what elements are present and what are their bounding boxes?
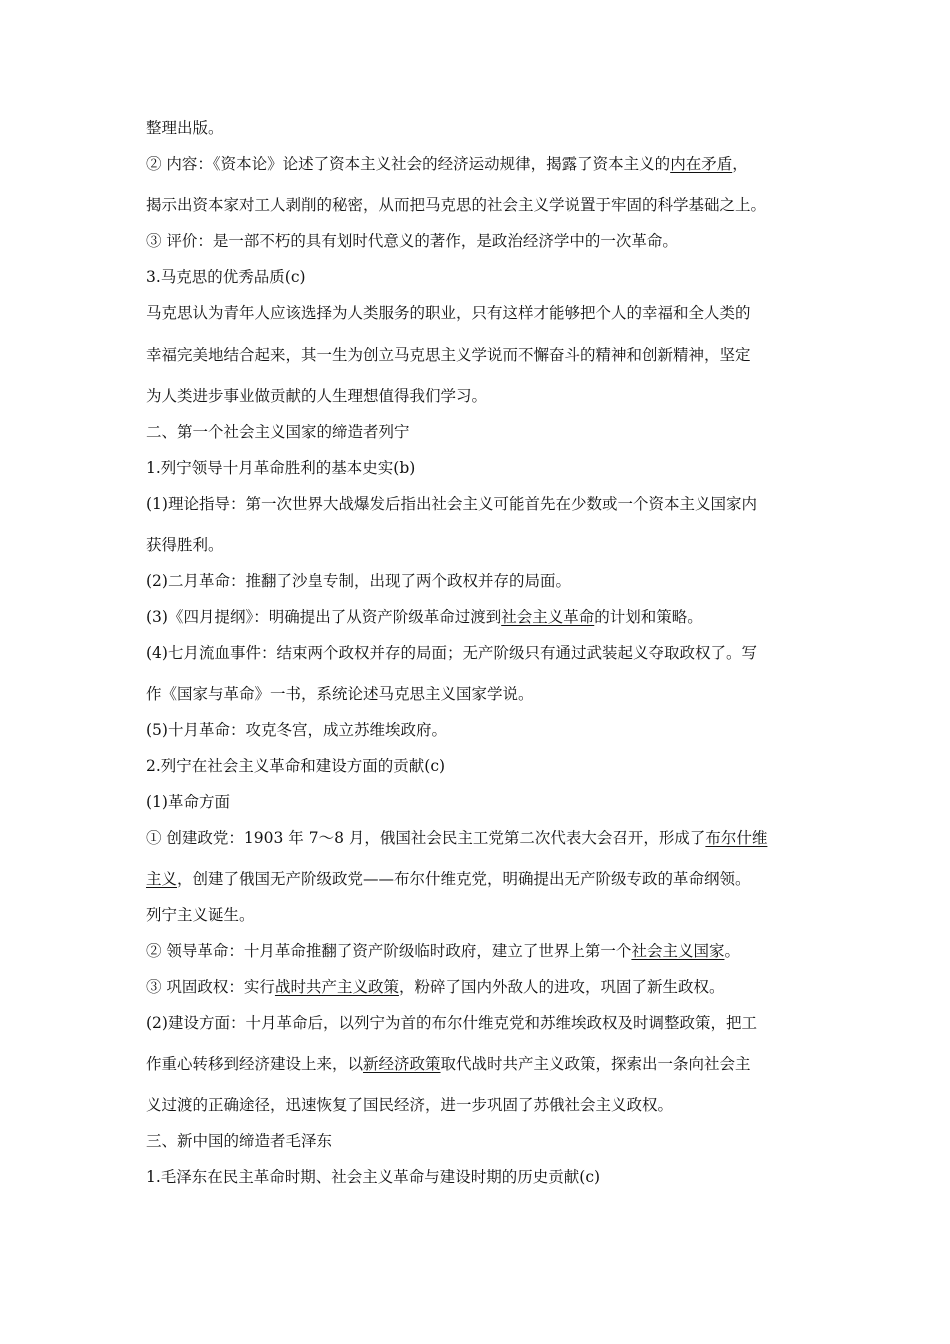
text-line xyxy=(146,345,751,365)
text-line xyxy=(146,154,748,174)
text-segment: 。 xyxy=(724,942,740,960)
text-segment: 三、新中国的缔造者毛泽东 xyxy=(146,1132,333,1150)
text-line xyxy=(146,303,751,323)
text-segment: (1)革命方面 xyxy=(146,793,230,811)
text-segment: 1.毛泽东在民主革命时期、社会主义革命与建设时期的历史贡献(c) xyxy=(146,1168,601,1186)
text-segment: ③ 评价：是一部不朽的具有划时代意义的著作，是政治经济学中的一次革命。 xyxy=(146,232,678,250)
text-segment: (1)理论指导：第一次世界大战爆发后指出社会主义可能首先在少数或一个资本主义国家内 xyxy=(146,495,757,513)
text-segment: ③ 巩固政权：实行 xyxy=(146,978,275,996)
text-line xyxy=(146,195,766,215)
text-segment: (2)建设方面：十月革命后，以列宁为首的布尔什维克党和苏维埃政权及时调整政策，把工 xyxy=(146,1014,757,1032)
text-segment: (5)十月革命：攻克冬宫，成立苏维埃政府。 xyxy=(146,721,447,739)
text-segment: 取代战时共产主义政策，探索出一条向社会主 xyxy=(440,1055,751,1073)
text-line xyxy=(146,941,740,961)
text-segment: 幸福完美地结合起来，其一生为创立马克思主义学说而不懈奋斗的精神和创新精神，坚定 xyxy=(146,346,751,364)
text-line xyxy=(146,977,724,997)
text-line xyxy=(146,458,415,478)
text-segment: 为人类进步事业做贡献的人生理想值得我们学习。 xyxy=(146,387,488,405)
text-line xyxy=(146,828,767,848)
text-segment: (3)《四月提纲》：明确提出了从资产阶级革命过渡到 xyxy=(146,608,502,626)
text-segment: ② 领导革命：十月革命推翻了资产阶级临时政府，建立了世界上第一个 xyxy=(146,942,632,960)
underlined-term: 主义 xyxy=(146,870,178,888)
text-line xyxy=(146,720,447,740)
underlined-term: 新经济政策 xyxy=(363,1055,441,1073)
text-segment: (4)七月流血事件：结束两个政权并存的局面；无产阶级只有通过武装起义夺取政权了。写 xyxy=(146,644,757,662)
text-segment: ，粉碎了国内外敌人的进攻，巩固了新生政权。 xyxy=(398,978,725,996)
text-line xyxy=(146,386,487,406)
text-line xyxy=(146,494,757,514)
text-line xyxy=(146,1131,332,1151)
text-line xyxy=(146,1095,673,1115)
text-line xyxy=(146,792,230,812)
text-segment: 义过渡的正确途径，迅速恢复了国民经济，进一步巩固了苏俄社会主义政权。 xyxy=(146,1096,674,1114)
text-line xyxy=(146,643,757,663)
text-segment: 作《国家与革命》一书，系统论述马克思主义国家学说。 xyxy=(146,685,534,703)
text-segment: 马克思认为青年人应该选择为人类服务的职业，只有这样才能够把个人的幸福和全人类的 xyxy=(146,304,751,322)
text-segment: 二、第一个社会主义国家的缔造者列宁 xyxy=(146,423,410,441)
text-line xyxy=(146,905,255,925)
text-segment: 3.马克思的优秀品质(c) xyxy=(146,268,306,286)
text-segment: (2)二月革命：推翻了沙皇专制，出现了两个政权并存的局面。 xyxy=(146,572,571,590)
text-segment: 的计划和策略。 xyxy=(594,608,703,626)
text-segment: 揭示出资本家对工人剥削的秘密，从而把马克思的社会主义学说置于牢固的科学基础之上。 xyxy=(146,196,767,214)
text-line xyxy=(146,869,751,889)
text-segment: 列宁主义诞生。 xyxy=(146,906,255,924)
text-line xyxy=(146,684,534,704)
text-segment: 获得胜利。 xyxy=(146,536,224,554)
text-line xyxy=(146,422,410,442)
text-line xyxy=(146,118,224,138)
text-line xyxy=(146,231,678,251)
underlined-term: 社会主义革命 xyxy=(501,608,595,626)
text-segment: 整理出版。 xyxy=(146,119,224,137)
underlined-term: 内在矛盾 xyxy=(670,155,733,173)
text-line xyxy=(146,1167,600,1187)
text-segment: ，创建了俄国无产阶级政党——布尔什维克党，明确提出无产阶级专政的革命纲领。 xyxy=(177,870,751,888)
text-line xyxy=(146,571,571,591)
text-segment: 作重心转移到经济建设上来，以 xyxy=(146,1055,364,1073)
text-line xyxy=(146,607,703,627)
text-line xyxy=(146,1013,757,1033)
text-line xyxy=(146,756,445,776)
text-line xyxy=(146,267,306,287)
text-line xyxy=(146,1054,751,1074)
underlined-term: 社会主义国家 xyxy=(631,942,725,960)
text-segment: ， xyxy=(732,155,748,173)
text-segment: 2.列宁在社会主义革命和建设方面的贡献(c) xyxy=(146,757,446,775)
underlined-term: 战时共产主义政策 xyxy=(274,978,399,996)
text-segment: ① 创建政党：1903 年 7～8 月，俄国社会民主工党第二次代表大会召开，形成了 xyxy=(146,829,706,847)
underlined-term: 布尔什维 xyxy=(705,829,768,847)
text-segment: ② 内容：《资本论》论述了资本主义社会的经济运动规律，揭露了资本主义的 xyxy=(146,155,671,173)
text-segment: 1.列宁领导十月革命胜利的基本史实(b) xyxy=(146,459,416,477)
text-line xyxy=(146,535,224,555)
